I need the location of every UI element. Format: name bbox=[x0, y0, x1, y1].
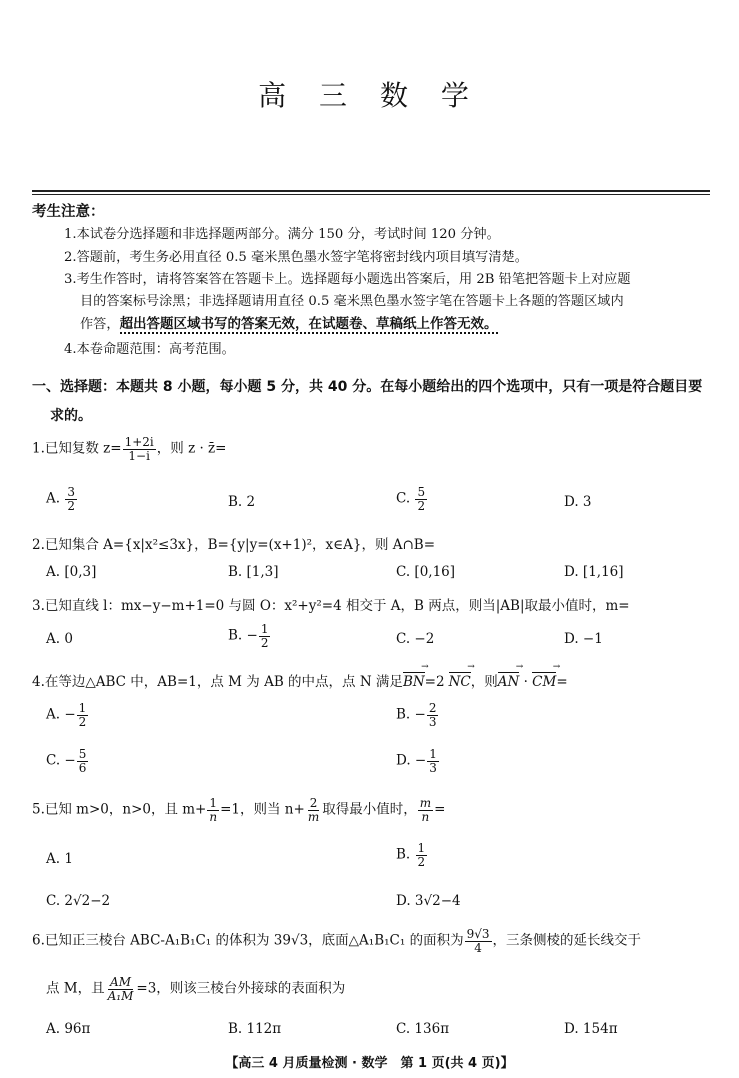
q1-prefix: 1.已知复数 z= bbox=[32, 440, 122, 457]
q5-option-b: B. $\frac{1}{2}$ bbox=[396, 841, 426, 869]
notice-emphasis: 超出答题区域书写的答案无效，在试题卷、草稿纸上作答无效。 bbox=[119, 316, 498, 332]
notice-item-3: 3.考生作答时，请将答案答在答题卡上。选择题每小题选出答案后，用 2B 铅笔把答题卡上对应题 bbox=[64, 272, 631, 287]
q3-option-d: D. −1 bbox=[564, 631, 603, 647]
notice-item-2: 2.答题前，考生务必用直径 0.5 毫米黑色墨水签字笔将密封线内项目填写清楚。 bbox=[64, 250, 528, 265]
vector-an: AN → bbox=[498, 674, 520, 690]
q4-option-d: D. − $\frac{1}{3}$ bbox=[396, 747, 437, 775]
section-heading-cont: 求的。 bbox=[50, 408, 92, 424]
q4-option-a: A. − $\frac{1}{2}$ bbox=[46, 701, 87, 729]
q2-option-a: A. [0,3] bbox=[46, 564, 97, 580]
vector-cm: CM → bbox=[532, 674, 556, 690]
question-4: 4.在等边△ABC 中，AB=1，点 M 为 AB 的中点，点 N 满足BN →=2 NC →，则AN → · CM →= bbox=[32, 670, 568, 690]
q3-option-b: B. − $\frac{1}{2}$ bbox=[228, 622, 269, 650]
question-6: 6.已知正三棱台 ABC-A₁B₁C₁ 的体积为 39√3，底面△A₁B₁C₁ 的面积为 $\frac{9√3}{4}$ ，三条侧棱的延长线交于 bbox=[32, 927, 641, 955]
q6-option-c: C. 136π bbox=[396, 1021, 450, 1037]
q4-option-b: B. − $\frac{2}{3}$ bbox=[396, 701, 437, 729]
header-rule-thick bbox=[32, 190, 710, 192]
q1-option-c: C. $\frac{5}{2}$ bbox=[396, 485, 426, 513]
q4-option-c: C. − $\frac{5}{6}$ bbox=[46, 747, 87, 775]
question-1 bbox=[32, 436, 226, 462]
q2-option-d: D. [1,16] bbox=[564, 564, 624, 580]
q2-option-b: B. [1,3] bbox=[228, 564, 279, 580]
question-2: 2.已知集合 A={x|x²≤3x}，B={y|y=(x+1)²，x∈A}，则 A∩B= bbox=[32, 537, 436, 553]
q1-suffix: ，则 z · z̄= bbox=[156, 440, 227, 457]
vector-bn: BN → bbox=[403, 674, 425, 690]
vector-nc: NC → bbox=[449, 674, 471, 690]
question-3: 3.已知直线 l：mx−y−m+1=0 与圆 O：x²+y²=4 相交于 A，B 两点，则当|AB|取最小值时，m= bbox=[32, 598, 630, 614]
header-rule-thin bbox=[32, 194, 710, 195]
q1-option-a: A. $\frac{3}{2}$ bbox=[46, 485, 75, 513]
page-title: 高 三 数 学 bbox=[258, 79, 481, 112]
q5-option-d: D. 3√2−4 bbox=[396, 893, 461, 909]
q3-option-c: C. −2 bbox=[396, 631, 435, 647]
notice-item-3-prefix: 作答， bbox=[80, 317, 120, 332]
notice-heading: 考生注意： bbox=[32, 204, 105, 220]
q5-option-c: C. 2√2−2 bbox=[46, 893, 111, 909]
notice-item-3-cont: 目的答案标号涂黑；非选择题请用直径 0.5 毫米黑色墨水签字笔在答题卡上各题的答题区域内 bbox=[80, 294, 624, 309]
question-6-cont: 点 M，且 $\frac{AM}{\text{A₁M}}$ =3，则该三棱台外接球的表面积为 bbox=[46, 975, 346, 1003]
q6-option-d: D. 154π bbox=[564, 1021, 618, 1037]
q2-option-c: C. [0,16] bbox=[396, 564, 456, 580]
notice-item-3-end bbox=[80, 312, 498, 332]
section-heading: 一、选择题：本题共 8 小题，每小题 5 分，共 40 分。在每小题给出的四个选项中，只有一项是符合题目要 bbox=[32, 379, 703, 395]
question-5: 5.已知 m>0，n>0，且 m+ $\frac{1}{n}$ =1，则当 n+ $\frac{2}{m}$ 取得最小值时， $\frac{m}{n}$ = bbox=[32, 796, 446, 824]
q1-option-d: D. 3 bbox=[564, 494, 592, 510]
q5-option-a: A. 1 bbox=[46, 851, 73, 867]
notice-item-1: 1.本试卷分选择题和非选择题两部分。满分 150 分，考试时间 120 分钟。 bbox=[64, 227, 500, 242]
q1-option-b: B. 2 bbox=[228, 494, 256, 510]
notice-item-4: 4.本卷命题范围：高考范围。 bbox=[64, 342, 235, 357]
q1-fraction: $\frac{1+2i}{1-i}$ bbox=[124, 435, 154, 463]
q3-option-a: A. 0 bbox=[46, 631, 73, 647]
page-footer: 【高三 4 月质量检测 · 数学 第 1 页(共 4 页)】 bbox=[225, 1056, 514, 1071]
q6-option-b: B. 112π bbox=[228, 1021, 282, 1037]
q6-option-a: A. 96π bbox=[46, 1021, 91, 1037]
